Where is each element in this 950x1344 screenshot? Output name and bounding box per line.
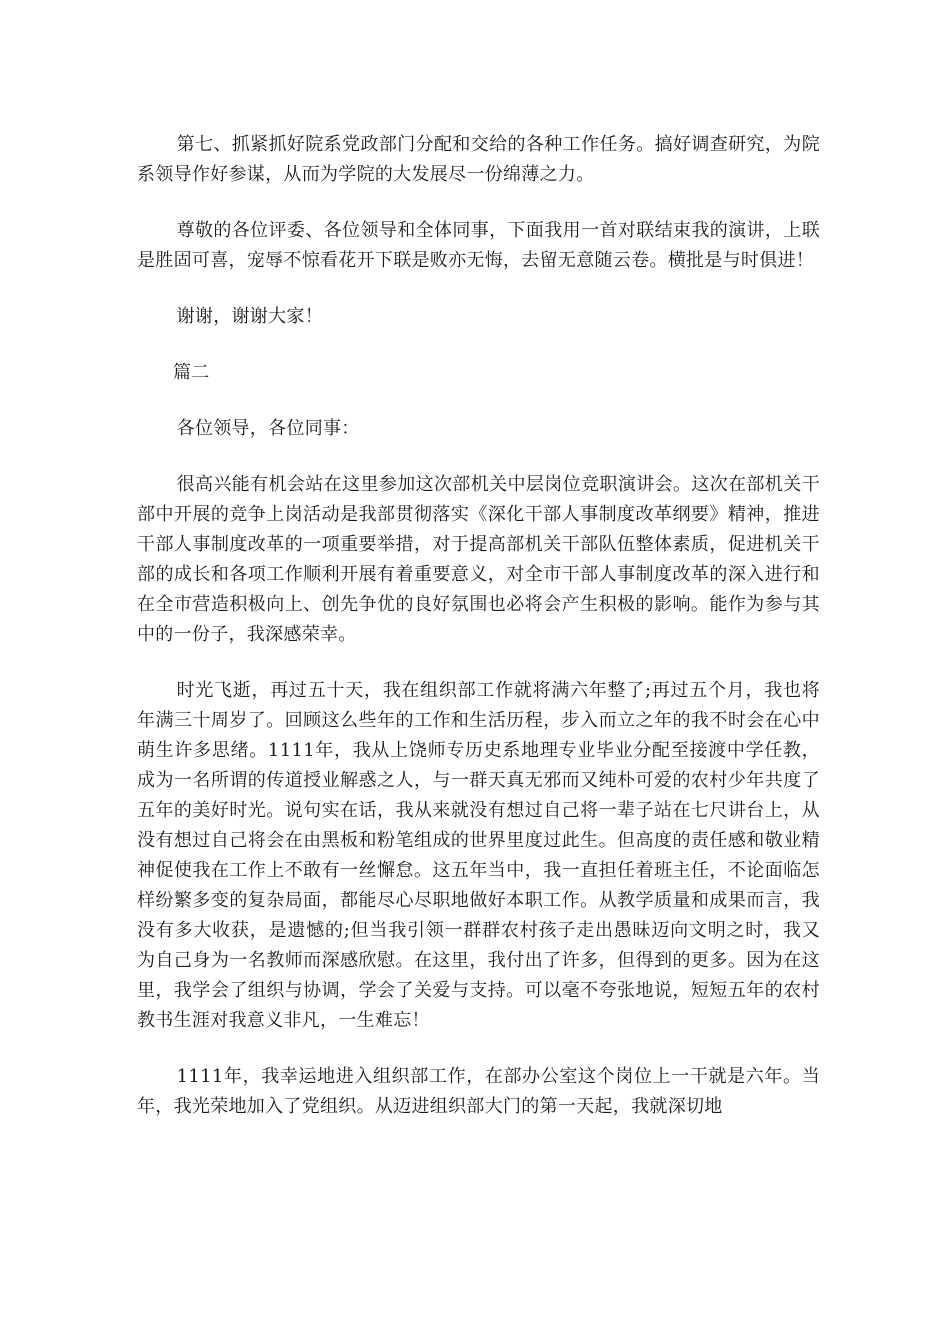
paragraph-teaching-career: 时光飞逝，再过五十天，我在组织部工作就将满六年整了;再过五个月，我也将年满三十周岁了。回顾这么些年的工作和生活历程，步入而立之年的我不时会在心中萌生许多思绪。1111年，我从上饶师专历史系地理专业毕业分配至接渡中学任教，成为一名所谓的传道授业解惑之人，与一群天真无邪而又纯朴可爱的农村少年共度了五年的美好时光。说句实在话，我从来就没有想过自己将一辈子站在七尺讲台上，从没有想过自己将会在由黑板和粉笔组成的世界里度过此生。但高度的责任感和敬业精神促使我在工作上不敢有一丝懈怠。这五年当中，我一直担任着班主任，不论面临怎样纷繁多变的复杂局面，都能尽心尽职地做好本职工作。从教学质量和成果而言，我没有多大收获，是遗憾的;但当我引领一群群农村孩子走出愚昧迈向文明之时，我又为自己身为一名教师而深感欣慰。在这里，我付出了许多，但得到的更多。因为在这里，我学会了组织与协调，学会了关爱与支持。可以毫不夸张地说，短短五年的农村教书生涯对我意义非凡，一生难忘！ (137, 680, 820, 1031)
section-heading: 篇二 (173, 362, 210, 383)
paragraph-introduction: 很高兴能有机会站在这里参加这次部机关中层岗位竞职演讲会。这次在部机关干部中开展的竞争上岗活动是我部贯彻落实《深化干部人事制度改革纲要》精神，推进干部人事制度改革的一项重要举措，对于提高部机关干部队伍整体素质，促进机关干部的成长和各项工作顺利开展有着重要意义，对全市干部人事制度改革的深入进行和在全市营造积极向上、创先争优的良好氛围也必将会产生积极的影响。能作为参与其中的一份子，我深感荣幸。 (137, 474, 820, 645)
paragraph-task-seven: 第七、抓紧抓好院系党政部门分配和交给的各种工作任务。搞好调查研究，为院系领导作好参谋，从而为学院的大发展尽一份绵薄之力。 (137, 134, 820, 185)
document-body (137, 130, 820, 1148)
paragraph-thanks: 谢谢，谢谢大家！ (176, 306, 323, 327)
paragraph-organization-work: 1111年，我幸运地进入组织部工作，在部办公室这个岗位上一干就是六年。当年，我光荣地加入了党组织。从迈进组织部大门的第一天起，我就深切地 (137, 1066, 820, 1117)
paragraph-closing-couplet: 尊敬的各位评委、各位领导和全体同事，下面我用一首对联结束我的演讲，上联是胜固可喜，宠辱不惊看花开下联是败亦无悔，去留无意随云卷。横批是与时俱进！ (137, 220, 820, 271)
paragraph-salutation: 各位领导，各位同事： (176, 418, 360, 439)
